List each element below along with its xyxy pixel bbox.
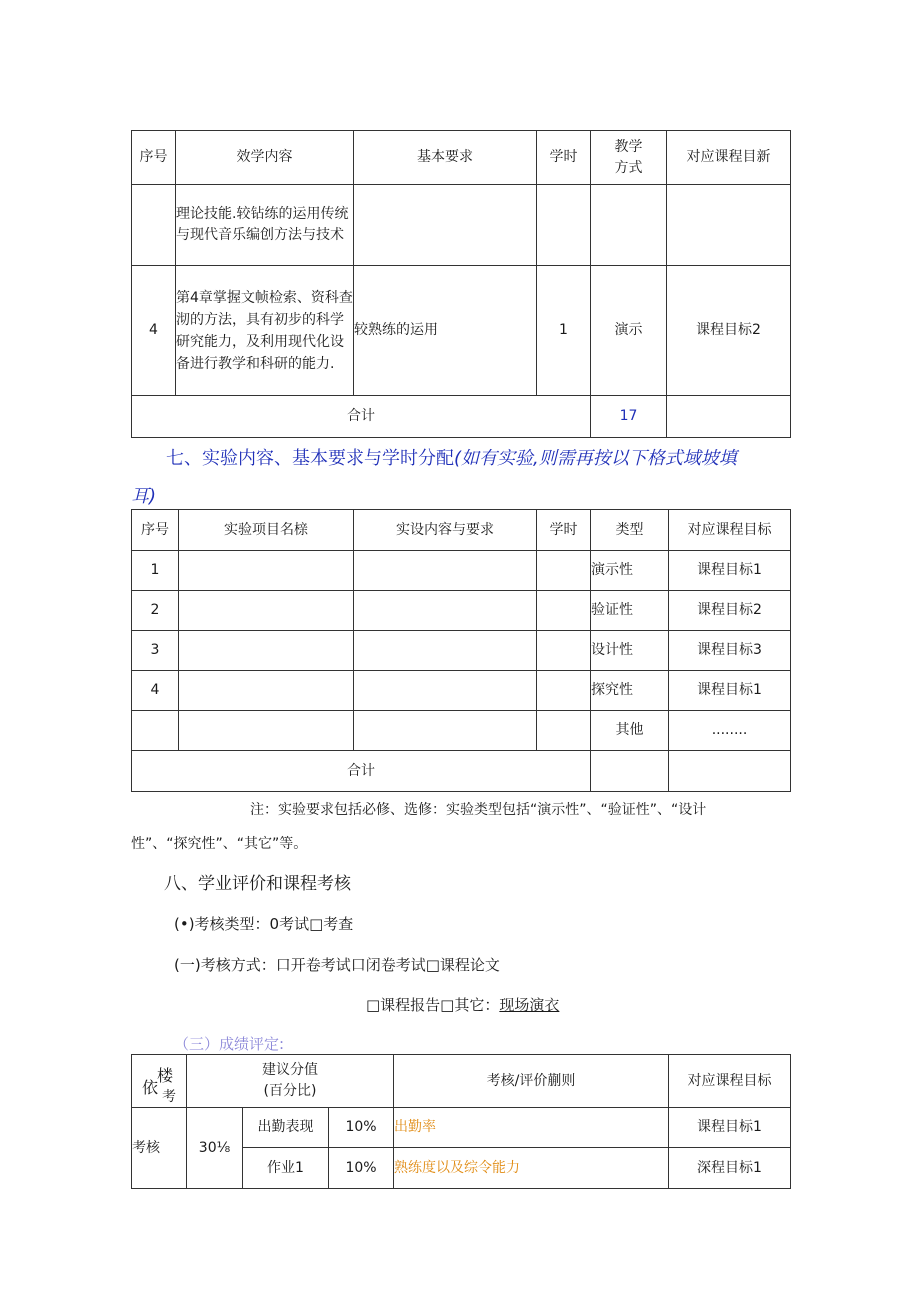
t2-total-label: 合计 (132, 751, 591, 792)
t1-header-hours: 学时 (537, 131, 591, 185)
t1-row2-method: 演示 (591, 266, 667, 396)
assessment-table (131, 1054, 791, 1189)
t1-header-goal: 对应课程目新 (667, 131, 791, 185)
t2-row4-content (354, 671, 537, 711)
t3-row2-pct: 10% (329, 1148, 394, 1189)
note-line1: 注：实验要求包括必修、选修：实验类型包括“演示性”、“验证性”、“设计 (250, 802, 707, 818)
t3-header-basis-a: 楼 (157, 1066, 174, 1085)
t2-row2-type: 验证性 (591, 591, 669, 631)
t2-row4-goal: 课程目标1 (669, 671, 791, 711)
grade-eval-heading: （三）成绩评定: (174, 1035, 285, 1053)
t2-row3-name (179, 631, 354, 671)
section8-title: 八、学业评价和课程考核 (164, 874, 351, 894)
t2-header-hours: 学时 (537, 510, 591, 551)
t1-row2-hours: 1 (537, 266, 591, 396)
t2-header-goal: 对应课程目标 (669, 510, 791, 551)
t2-row4-name (179, 671, 354, 711)
t3-row2-item: 作业1 (243, 1148, 329, 1189)
t2-total-goal (669, 751, 791, 792)
t2-row3-content (354, 631, 537, 671)
t3-header-basis-b: 依 (142, 1078, 159, 1097)
t3-header-rule: 考核/评价蒯则 (394, 1055, 669, 1108)
note-line2: 性”、“探究性”、“其它”等。 (131, 836, 308, 852)
t2-row2-content (354, 591, 537, 631)
t2-row4-type: 探究性 (591, 671, 669, 711)
t2-row2-hours (537, 591, 591, 631)
section7-title-note: (如有实验,则需再按以下格式域坡填 (454, 448, 737, 469)
t3-header-score-line2: (百分比) (263, 1083, 317, 1099)
section7-title-cont: 耳) (131, 486, 157, 507)
exam-method-line2 (366, 994, 559, 1015)
t2-row5-goal: ........ (669, 711, 791, 751)
t2-row1-content (354, 551, 537, 591)
t1-row1-req (354, 185, 537, 266)
t3-group-label: 考核 (132, 1108, 187, 1189)
exam-method-other-prefix: □课程报告□其它： (366, 996, 500, 1014)
t1-row1-content: 理论技能.较钻练的运用传统与现代音乐编创方法与技术 (176, 185, 354, 266)
teaching-content-table (131, 130, 791, 438)
section7-title-main: 七、实验内容、基本要求与学时分配 (166, 448, 454, 469)
section7-title (166, 444, 737, 470)
exam-method-other-value: 现场演衣 (499, 996, 560, 1014)
exam-type-line: (•)考核类型：0考试□考查 (174, 915, 354, 933)
t2-row1-no: 1 (132, 551, 179, 591)
t1-row1-hours (537, 185, 591, 266)
t3-group-pct: 30⅛ (187, 1108, 243, 1189)
experiment-table (131, 509, 791, 792)
t1-header-method: 教学方式 (591, 131, 667, 185)
t2-row5-content (354, 711, 537, 751)
t3-row1-item: 出勤表现 (243, 1108, 329, 1148)
t2-row2-no: 2 (132, 591, 179, 631)
t1-row2-goal: 课程目标2 (667, 266, 791, 396)
t2-row5-hours (537, 711, 591, 751)
t2-row4-hours (537, 671, 591, 711)
t2-header-type: 类型 (591, 510, 669, 551)
t1-row2-req: 较熟练的运用 (354, 266, 537, 396)
t3-header-basis (132, 1055, 187, 1108)
t2-row3-no: 3 (132, 631, 179, 671)
t3-row1-pct: 10% (329, 1108, 394, 1148)
t1-row1-no (132, 185, 176, 266)
t3-row1-goal: 课程目标1 (669, 1108, 791, 1148)
t3-row2-rule: 熟练度以及综令能力 (394, 1148, 669, 1189)
t3-row2-goal: 深程目标1 (669, 1148, 791, 1189)
t2-row3-goal: 课程目标3 (669, 631, 791, 671)
t3-header-score (187, 1055, 394, 1108)
t2-row5-no (132, 711, 179, 751)
t1-total-goal (667, 396, 791, 438)
t2-row5-type: 其他 (591, 711, 669, 751)
t3-row1-rule: 出勤率 (394, 1108, 669, 1148)
t1-header-content: 效学内容 (176, 131, 354, 185)
t2-row3-type: 设计性 (591, 631, 669, 671)
t2-row5-name (179, 711, 354, 751)
t2-row4-no: 4 (132, 671, 179, 711)
t2-row2-goal: 课程目标2 (669, 591, 791, 631)
t2-row1-type: 演示性 (591, 551, 669, 591)
t2-row1-goal: 课程目标1 (669, 551, 791, 591)
t2-row3-hours (537, 631, 591, 671)
t2-header-content: 实设内容与要求 (354, 510, 537, 551)
t2-row1-name (179, 551, 354, 591)
exam-method-line: (一)考核方式：口开卷考试口闭卷考试□课程论文 (174, 956, 500, 974)
t2-header-name: 实验项目名榇 (179, 510, 354, 551)
t1-row2-no: 4 (132, 266, 176, 396)
t1-row1-goal (667, 185, 791, 266)
t3-header-score-line1: 建议分值 (262, 1062, 318, 1078)
t2-total-type (591, 751, 669, 792)
t3-header-goal: 对应课程目标 (669, 1055, 791, 1108)
t2-header-no: 序号 (132, 510, 179, 551)
t2-row1-hours (537, 551, 591, 591)
t1-row1-method (591, 185, 667, 266)
t1-total-label: 合计 (132, 396, 591, 438)
t1-row2-content: 第4章掌握文帧检索、资科查沏的方法，具有初步的科学研究能力，及利用现代化设备进行教学和科研的能力. (176, 266, 354, 396)
t1-total-hours: 17 (591, 396, 667, 438)
t3-header-basis-c: 考 (162, 1089, 176, 1105)
t1-header-req: 基本要求 (354, 131, 537, 185)
t1-header-no: 序号 (132, 131, 176, 185)
t2-row2-name (179, 591, 354, 631)
